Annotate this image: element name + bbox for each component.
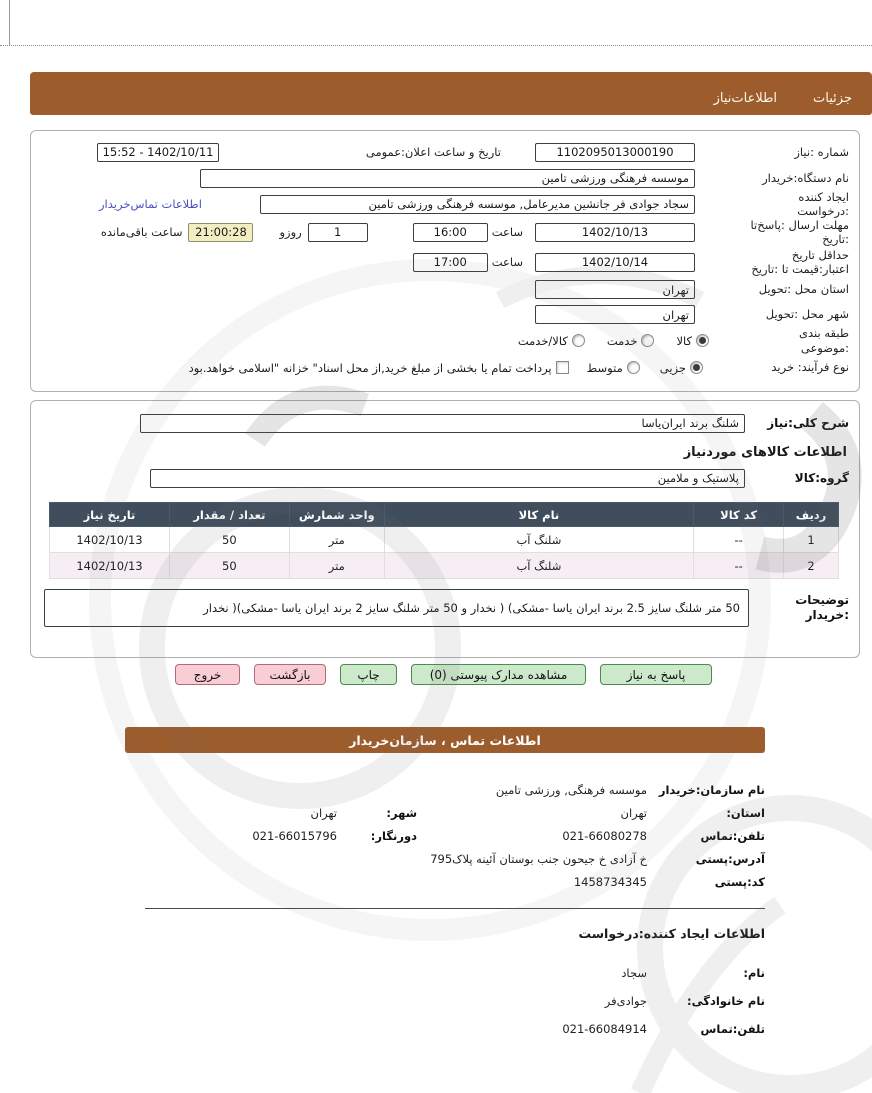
request-creator-label: ایجاد کننده :درخواست [797, 189, 849, 218]
contact-address-label: آدرس:پستی [695, 851, 765, 866]
process-type-label: نوع فرآیند: خرید [771, 360, 849, 375]
need-desc-label: شرح کلی:نیاز [767, 415, 849, 430]
delivery-city-row [37, 302, 853, 327]
items-table-header-row [50, 503, 839, 527]
header-tabbar [30, 72, 872, 115]
price-validity-label: حداقل تاریخ اعتبار:قیمت تا :تاریخ [751, 247, 849, 276]
creator-last-name-row [95, 987, 765, 1015]
table-row [50, 527, 839, 553]
process-minor-radio-icon[interactable] [690, 361, 703, 374]
contact-postal-label: کد:پستی [714, 874, 765, 889]
request-creator-field[interactable]: سجاد جوادی فر جانشین مدیرعامل, موسسه فرهنگی ورزشی تامین [260, 195, 695, 214]
col-quantity: تعداد / مقدار [169, 503, 289, 527]
cell-unit: متر [289, 553, 384, 579]
reply-hour-label: ساعت [491, 225, 523, 239]
cell-item-name: شلنگ آب [384, 553, 693, 579]
print-button[interactable]: چاپ [340, 664, 397, 685]
cell-need-date: 1402/10/13 [50, 527, 170, 553]
back-button[interactable]: بازگشت [254, 664, 326, 685]
goods-group-field[interactable]: پلاستیک و ملامین [150, 469, 745, 488]
contact-fax-label: دورنگار: [370, 828, 417, 843]
reply-deadline-label: مهلت ارسال :پاسخ‌تا :تاریخ [750, 217, 849, 246]
buyer-contact-heading-bar [125, 727, 765, 753]
contact-city-label: شهر: [386, 805, 417, 820]
contact-province-label: استان: [726, 805, 765, 820]
announce-label: تاریخ و ساعت اعلان:عمومی [365, 145, 501, 159]
process-type-row [37, 354, 853, 381]
contact-org-row [95, 778, 765, 801]
table-row [50, 553, 839, 579]
process-minor-label: جزیی [659, 360, 686, 375]
creator-last-name-value: جوادی‌فر [604, 994, 647, 1008]
contact-address-row [95, 847, 765, 870]
delivery-city-field[interactable]: تهران [535, 305, 695, 324]
remaining-days-field[interactable]: 1 [308, 223, 368, 242]
treasury-payment-label: پرداخت تمام یا بخشی از مبلغ خرید,از محل اسناد" خزانه "اسلامی خواهد.بود [188, 360, 552, 375]
creator-first-name-label: نام: [743, 966, 765, 980]
col-row-number: ردیف [784, 503, 839, 527]
reply-to-need-button[interactable]: پاسخ به نیاز [600, 664, 712, 685]
category-service-radio-icon[interactable] [641, 334, 654, 347]
price-validity-date-field[interactable]: 1402/10/14 [535, 253, 695, 272]
contact-org-label: نام سازمان:خریدار [658, 782, 765, 797]
subject-category-label: طبقه بندی :موضوعی [799, 326, 849, 355]
items-table [49, 502, 839, 579]
cell-row-number: 2 [784, 553, 839, 579]
section-divider [145, 908, 765, 909]
tab-need-info[interactable]: اطلاعات‌نیاز [713, 91, 778, 106]
category-goods-service-radio-icon[interactable] [572, 334, 585, 347]
contact-org-value: موسسه فرهنگی, ورزشی تامین [495, 782, 647, 797]
contact-phone-fax-row [95, 824, 765, 847]
price-validity-row [37, 247, 853, 277]
cell-item-code: -- [694, 527, 784, 553]
need-details-panel [30, 400, 860, 658]
reply-deadline-row [37, 217, 853, 247]
buyer-org-field[interactable]: موسسه فرهنگی ورزشی تامین [200, 169, 695, 188]
days-label: روزو [279, 225, 302, 239]
contact-phone-label: تلفن:تماس [700, 828, 765, 843]
tab-details[interactable]: جزئیات [813, 91, 852, 106]
items-heading: اطلاعات کالاهای موردنیاز [683, 445, 847, 460]
col-unit: واحد شمارش [289, 503, 384, 527]
category-goods-radio-icon[interactable] [696, 334, 709, 347]
validity-hour-label: ساعت [491, 255, 523, 269]
col-item-code: کد کالا [694, 503, 784, 527]
col-item-name: نام کالا [384, 503, 693, 527]
creator-first-name-row [95, 959, 765, 987]
buyer-contact-section [95, 778, 765, 893]
exit-button[interactable]: خروج [175, 664, 240, 685]
col-need-date: تاریخ نیاز [50, 503, 170, 527]
price-validity-time-field[interactable]: 17:00 [413, 253, 488, 272]
subject-category-row [37, 327, 853, 354]
buyer-contact-heading: اطلاعات تماس ، سازمان‌خریدار [349, 732, 541, 748]
action-buttons-row [175, 664, 712, 685]
need-desc-row [37, 411, 853, 435]
announce-datetime-field[interactable]: 15:52 - 1402/10/11 [97, 143, 219, 162]
contact-phone-value: 021-66080278 [562, 828, 647, 843]
contact-city-value: تهران [310, 805, 337, 820]
buyer-org-label: نام دستگاه:خریدار [762, 170, 849, 185]
creator-phone-value: 021-66084914 [562, 1022, 647, 1036]
reply-deadline-date-field[interactable]: 1402/10/13 [535, 223, 695, 242]
contact-province-city-row [95, 801, 765, 824]
buyer-org-row [37, 165, 853, 191]
goods-group-row [37, 466, 853, 490]
delivery-city-label: شهر محل :تحویل [765, 307, 849, 322]
cell-row-number: 1 [784, 527, 839, 553]
need-desc-field[interactable]: شلنگ برند ایران‌یاسا [140, 414, 745, 433]
request-creator-heading: اطلاعات ایجاد کننده:درخواست [578, 926, 765, 941]
need-number-label: شماره :نیاز [794, 144, 849, 159]
creator-phone-row [95, 1015, 765, 1043]
creator-last-name-label: نام خانوادگی: [687, 994, 765, 1008]
cell-quantity: 50 [169, 553, 289, 579]
reply-deadline-time-field[interactable]: 16:00 [413, 223, 488, 242]
buyer-desc-row [37, 589, 853, 627]
process-medium-radio-icon[interactable] [627, 361, 640, 374]
buyer-desc-textarea[interactable]: 50 متر شلنگ سایز 2.5 برند ایران یاسا -مشکی) ( نخدار و 50 متر شلنگ سایز 2 برند ایران یاسا -مشکی)( نخدار [44, 589, 749, 627]
contact-postal-row [95, 870, 765, 893]
buyer-desc-label: توضیحات :خریدار [795, 593, 849, 622]
treasury-payment-checkbox-icon[interactable] [556, 361, 569, 374]
contact-province-value: تهران [620, 805, 647, 820]
need-number-row [37, 139, 853, 165]
cell-need-date: 1402/10/13 [50, 553, 170, 579]
creator-first-name-value: سجاد [621, 966, 647, 980]
top-left-tick [9, 0, 10, 45]
delivery-province-field[interactable]: تهران [535, 280, 695, 299]
contact-fax-value: 021-66015796 [252, 828, 337, 843]
request-creator-section [95, 926, 765, 1043]
view-attachments-button[interactable]: مشاهده مدارک پیوستی (0) [411, 664, 586, 685]
contact-postal-value: 1458734345 [573, 874, 647, 889]
need-number-field[interactable]: 1102095013000190 [535, 143, 695, 162]
cell-item-code: -- [694, 553, 784, 579]
delivery-province-label: استان محل :تحویل [758, 282, 849, 297]
top-dotted-divider [0, 45, 872, 46]
process-medium-label: متوسط [586, 360, 623, 375]
buyer-contact-link[interactable]: اطلاعات تماس‌خریدار [99, 197, 202, 211]
remaining-label: ساعت باقی‌مانده [100, 225, 183, 239]
category-goods-label: کالا [676, 333, 692, 348]
goods-group-label: گروه:کالا [794, 470, 849, 485]
remaining-time-field: 21:00:28 [188, 223, 253, 242]
general-info-panel [30, 130, 860, 392]
category-goods-service-label: کالا/خدمت [517, 333, 568, 348]
cell-item-name: شلنگ آب [384, 527, 693, 553]
cell-quantity: 50 [169, 527, 289, 553]
category-service-label: خدمت [606, 333, 638, 348]
request-creator-row [37, 191, 853, 217]
contact-address-value: خ آزادی خ جیحون جنب بوستان آئینه پلاک795 [430, 851, 647, 866]
creator-phone-label: تلفن:تماس [700, 1022, 765, 1036]
cell-unit: متر [289, 527, 384, 553]
delivery-province-row [37, 277, 853, 302]
